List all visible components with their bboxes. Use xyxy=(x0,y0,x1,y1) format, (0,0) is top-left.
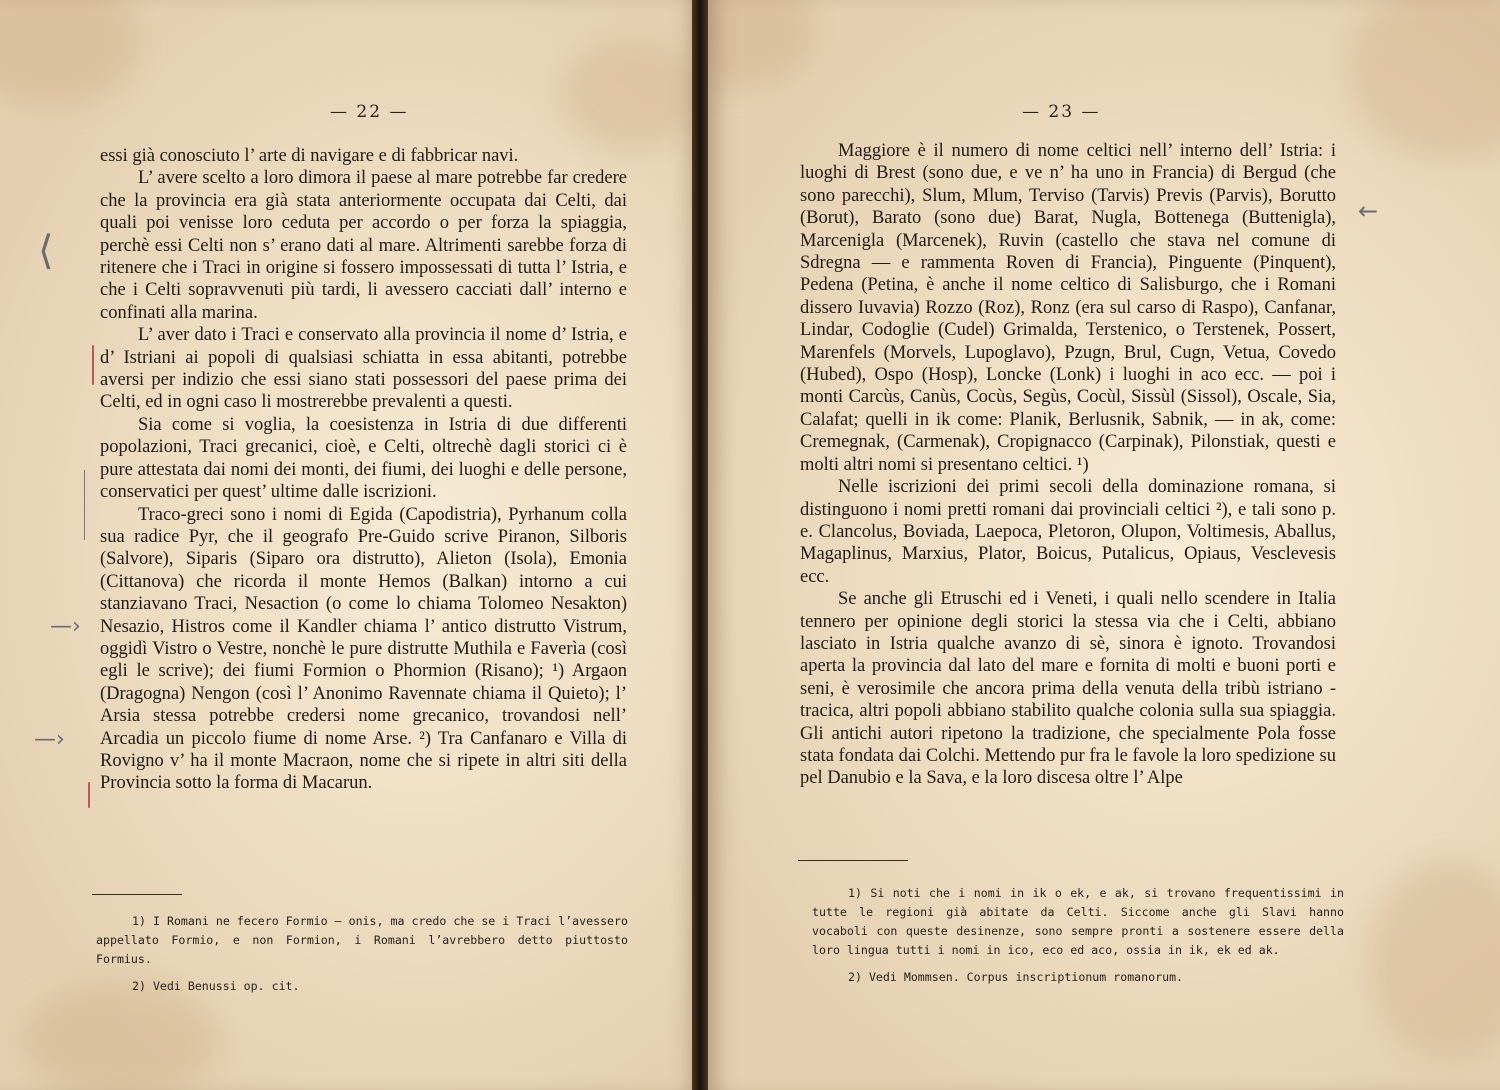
pencil-arrow-icon: —› xyxy=(34,727,65,752)
footnote: 1) I Romani ne fecero Formio — onis, ma credo che se i Traci l’avessero appellato Formio, e non Formion, i Romani l’avrebbero detto piuttosto Formius. xyxy=(96,914,628,966)
book-gutter xyxy=(692,0,708,1090)
pencil-arrow-icon: ← xyxy=(1358,197,1379,225)
page-number: — 23 — xyxy=(1022,102,1101,122)
paper-stain xyxy=(1368,860,1500,1060)
pencil-margin-line xyxy=(84,470,85,540)
page-number: — 22 — xyxy=(330,102,409,122)
paragraph: essi già conosciuto l’ arte di navigare e di fabbricar navi. xyxy=(100,146,519,166)
left-page xyxy=(0,0,700,1090)
right-page xyxy=(708,0,1500,1090)
paragraph: Maggiore è il numero di nome celtici nell’ interno dell’ Istria: i luoghi di Brest (sono due, e ve n’ ha uno in Francia) di Bergud (che sono parecchi), Slum, Mlum, Terviso (Tarvis) Previs (Parvis), Borutto (Borut), Barato (sono due) Barat, Nugla, Bottenega (Buttenigla), Marcenigla (Marcenek), Ruvin (castello che stava nel comune di Sdregna — e rammenta Roven di Francia), Pinguente (Pinquent), Pedena (Petina, è anche il nome celtico di Salisburgo, che i Romani dissero Iuvavia) Rozzo (Roz), Ronz (era sul carso di Raspo), Canfanar, Lindar, Codoglie (Cudel) Grimalda, Terstenico, o Terstenek, Possert, Marenfels (Morvels, Lupoglavo), Pzugn, Brul, Cugn, Vetua, Covedo (Hubed), Ospo (Hosp), Loncke (Lonk) i luoghi in aco ecc. — poi i monti Carcùs, Canùs, Cocùs, Segùs, Cocùl, Sissùl (Sissol), Oscale, Sia, Calafat; quelli in ik come: Planik, Berlusnik, Sabnik, — in ak, come: Cremegnak, (Carmenak), Cropignacco (Carpinak), Pilonstiak, questi e molti altri nomi si presentano celtici. ¹) xyxy=(800,141,1336,475)
paragraph: Traco-greci sono i nomi di Egida (Capodistria), Pyrhanum colla sua radice Pyr, che il geografo Pre-Guido scrive Piranon, Silboris (Salvore), Siparis (Siparo ora distrutto), Alieton (Isola), Emonia (Cittanova) che ricorda il monte Hemos (Balkan) intorno a cui stanziavano Traci, Nesaction (o come lo chiama Tolomeo Nesakton) Nesazio, Histros come il Kandler chiama l’ antico distrutto Vistrum, oggidì Vistro o Vestre, nonchè le pure distrutte Muthila e Faverìa (così egli le scrive); dei fiumi Formion o Phormion (Risano); ¹) Argaon (Dragogna) Nengon (così l’ Anonimo Ravennate chiama il Quieto); l’ Arsia stessa potrebbe credersi nome grecanico, trovandosi nell’ Arcadia un piccolo fiume di nome Arse. ²) Tra Canfanaro e Villa di Rovigno v’ ha il monte Macraon, nome che si ripete in altri siti della Provincia sotto la forma di Macarun. xyxy=(100,504,627,794)
footnotes xyxy=(812,884,1344,995)
paper-stain xyxy=(1348,0,1500,160)
footnote: 1) Si noti che i nomi in ik o ek, e ak, si trovano frequentissimi in tutte le regioni già abitate da Celti. Siccome anche gli Slavi hanno vocaboli con queste desinenze, sono sempre pronti a sostenere essere della loro lingua tutti i nomi in ico, eco ed aco, ossia in ik, ek ed ak. xyxy=(812,886,1344,957)
pencil-angle-mark: ⟨ xyxy=(38,228,54,274)
paragraph: Nelle iscrizioni dei primi secoli della dominazione romana, si distinguono i nomi pretti romani dai provinciali celtici ²), e tali sono p. e. Clancolus, Boviada, Laepoca, Pletoron, Olupon, Voltimesis, Aballus, Magaplinus, Marxius, Plator, Boicus, Putalicus, Opiaus, Vesclevesis ecc. xyxy=(800,477,1336,587)
paper-stain xyxy=(708,0,818,90)
paper-stain xyxy=(0,0,140,110)
red-pencil-mark xyxy=(88,782,90,808)
footnote-rule xyxy=(798,860,908,861)
footnote: 2) Vedi Benussi op. cit. xyxy=(132,979,300,993)
pencil-arrow-icon: —› xyxy=(50,614,81,639)
red-pencil-mark xyxy=(92,345,94,385)
footnote-rule xyxy=(92,894,182,895)
page-body xyxy=(800,140,1336,790)
footnotes xyxy=(96,912,628,1004)
page-body xyxy=(100,145,627,795)
paragraph: L’ aver dato i Traci e conservato alla provincia il nome d’ Istria, e d’ Istriani ai popoli di qualsiasi schiatta in essa abitanti, potrebbe aversi per indizio che essi siano stati possessori del paese prima dei Celti, ed in ogni caso li mostrerebbe prevalenti a questi. xyxy=(100,325,627,413)
footnote: 2) Vedi Mommsen. Corpus inscriptionum romanorum. xyxy=(848,970,1184,984)
paper-stain xyxy=(560,40,700,150)
paragraph: L’ avere scelto a loro dimora il paese al mare potrebbe far credere che la provincia era già stata anteriormente occupata dai Celti, dai quali poi venisse loro ceduta per accordo o per forza la spiaggia, perchè essi Celti non s’ erano dati al mare. Altrimenti sarebbe forza di ritenere che i Traci in origine si fossero impossessati di tutta l’ Istria, e che i Celti sopravvenuti più tardi, li avessero cacciati dall’ interno e confinati alla marina. xyxy=(100,168,627,323)
paragraph: Sia come si voglia, la coesistenza in Istria di due differenti popolazioni, Traci grecanici, cioè, e Celti, oltrechè dagli storici ci è pure attestata dai nomi dei monti, dei fiumi, dei luoghi e delle persone, conservatici per quest’ ultime dalle iscrizioni. xyxy=(100,414,627,503)
paragraph: Se anche gli Etruschi ed i Veneti, i quali nello scendere in Italia tennero per opinione degli storici la stessa via che i Celti, abbiano lasciato in Istria qualche avanzo di sè, sinora è ignoto. Trovandosi aperta la provincia dal lato del mare e fornita di molti e buoni porti e seni, è verosimile che ancora prima della venuta della tribù istriano - tracica, altri popoli abbiano stabilito qualche colonia sulla sua spiaggia. Gli antichi autori ripetono la tradizione, che specialmente Pola fosse stata fondata dai Colchi. Mettendo pur fra le favole la loro spedizione su pel Danubio e la Sava, e la loro discesa oltre l’ Alpe xyxy=(800,589,1336,789)
